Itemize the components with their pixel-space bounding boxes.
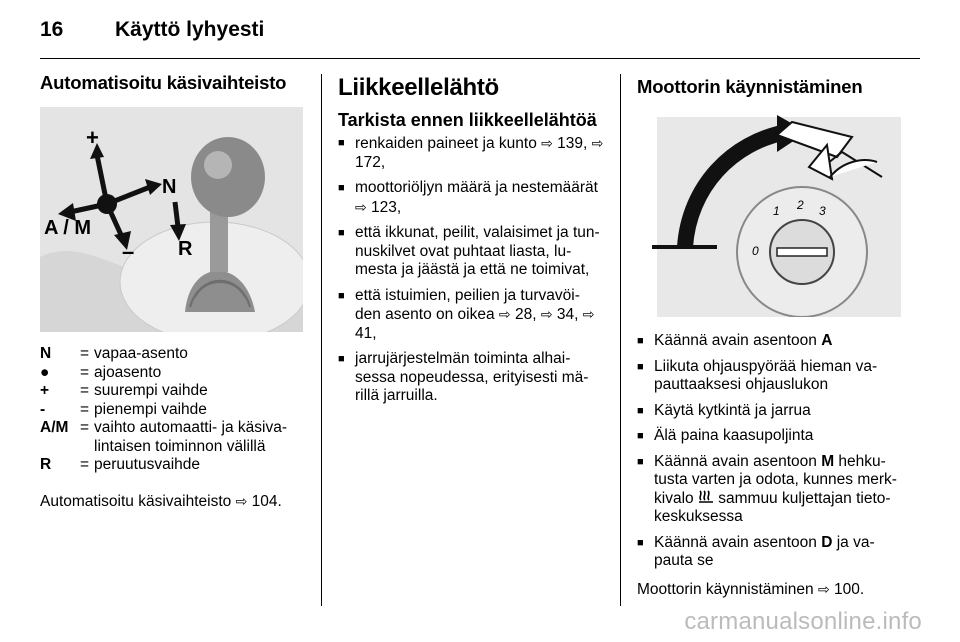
key-position-0-label: 0: [752, 244, 759, 258]
page-reference-link[interactable]: 172,: [355, 153, 386, 171]
legend-row: [40, 345, 305, 364]
item-text: että ikkunat, peilit, valaisimet ja tun-nuskilvet ovat puhtaat liasta, lu-mesta ja jäästä ja että ne toimivat,: [355, 224, 600, 278]
start-engine-steps: [637, 332, 907, 571]
reference-text: Moottorin käynnistäminen: [637, 580, 814, 598]
step-text: hehku-tusta varten ja odota, kunnes merk-kivalo: [654, 452, 897, 507]
legend-text: peruutusvaihde: [94, 456, 200, 473]
watermark: carmanualsonline.info: [684, 608, 922, 635]
start-engine-steps-block: [637, 332, 907, 599]
gear-shift-drawing: [40, 107, 303, 332]
plus-label: +: [86, 125, 99, 150]
ignition-key-illustration: [637, 107, 901, 317]
page-reference-icon: ⇨: [817, 580, 830, 597]
list-item: [637, 402, 907, 421]
step-text: Käännä avain asentoon: [654, 332, 822, 349]
key-position: M: [821, 452, 835, 470]
list-item: [338, 287, 604, 344]
legend-equals: =: [80, 345, 90, 362]
step-text: sammuu kuljettajan tieto-keskuksessa: [654, 489, 891, 525]
page-reference-icon: ⇨: [498, 306, 511, 322]
list-item: [637, 534, 907, 571]
column-divider-1: [321, 74, 322, 606]
list-item: [637, 332, 907, 351]
item-text: jarrujärjestelmän toiminta alhai-sessa nopeudessa, erityisesti mä-rillä jarruilla.: [355, 350, 589, 404]
reverse-label: R: [178, 238, 193, 260]
step-text: Liikuta ohjauspyörää hieman va-pauttaaksesi ohjauslukon: [654, 357, 878, 393]
step-text: Käännä avain asentoon: [654, 533, 822, 551]
reference-page-link[interactable]: 100.: [833, 580, 865, 598]
reference-page-link[interactable]: 104.: [251, 492, 282, 510]
middle-column: [338, 74, 604, 413]
list-item: [338, 224, 604, 280]
legend-text: pienempi vaihde: [94, 400, 207, 418]
page-reference-icon: ⇨: [541, 135, 553, 151]
key-position-3-label: 3: [819, 204, 826, 218]
item-text: moottoriöljyn määrä ja nestemäärät: [355, 179, 598, 196]
page-reference-link[interactable]: 123,: [366, 198, 402, 216]
page-reference-icon: ⇨: [591, 135, 604, 151]
left-column: [40, 74, 305, 93]
legend-row: [40, 456, 305, 475]
check-before-driving-heading: Tarkista ennen liikkeellelähtöä: [338, 110, 597, 130]
legend-symbol: N: [40, 345, 52, 362]
list-item: [637, 427, 907, 446]
gear-legend: [40, 345, 305, 511]
glow-plug-icon: [698, 490, 714, 504]
legend-equals: =: [80, 363, 90, 381]
page-reference-icon: ⇨: [235, 492, 248, 509]
key-position-2-label: 2: [797, 198, 804, 212]
step-text: Käytä kytkintä ja jarrua: [654, 401, 811, 419]
legend-symbol: A/M: [40, 419, 69, 436]
legend-equals: =: [80, 382, 90, 399]
am-label: A / M: [44, 217, 92, 239]
page-reference-link[interactable]: 28,: [510, 306, 541, 323]
neutral-label: N: [162, 176, 177, 198]
key-position-1-label: 1: [773, 204, 780, 218]
key-position: D: [821, 533, 833, 551]
section-title-driving-off: Liikkeellelähtö: [338, 74, 499, 101]
legend-equals: =: [80, 456, 90, 473]
gear-shift-illustration: [40, 107, 303, 332]
legend-row: [40, 401, 305, 420]
legend-text: ajoasento: [94, 363, 162, 381]
list-item: [338, 134, 604, 172]
legend-text: vapaa-asento: [94, 345, 188, 362]
list-item: [637, 358, 907, 395]
pre-drive-checklist: [338, 134, 604, 406]
section-title-starting-engine: Moottorin käynnistäminen: [637, 76, 863, 97]
step-text: Älä paina kaasupoljinta: [654, 427, 814, 444]
item-text: renkaiden paineet ja kunto: [355, 135, 542, 152]
page-header: [40, 18, 264, 42]
page-number: 16: [40, 18, 64, 41]
reference-text: Automatisoitu käsivaihteisto: [40, 492, 232, 510]
step-text: ja va-pauta se: [654, 533, 875, 569]
step-text: Käännä avain asentoon: [654, 452, 822, 470]
legend-text: vaihto automaatti- ja käsiva-lintaisen toiminnon välillä: [94, 419, 287, 455]
legend-symbol: R: [40, 456, 52, 473]
legend-symbol: -: [40, 400, 46, 418]
section-title-automated-gearbox: Automatisoitu käsivaihteisto: [40, 72, 287, 93]
header-rule: [40, 58, 920, 59]
start-engine-reference: [637, 580, 907, 600]
right-column: [637, 74, 905, 97]
legend-equals: =: [80, 419, 90, 436]
page-reference-link[interactable]: 41,: [355, 324, 377, 342]
page-title: Käyttö lyhyesti: [115, 18, 265, 41]
legend-symbol: +: [40, 382, 50, 399]
item-text: että istuimien, peilien ja turvavöi-den asento on oikea: [355, 286, 580, 323]
key-position: A: [821, 332, 833, 349]
column-divider-2: [620, 74, 621, 606]
legend-row: [40, 419, 305, 456]
page-reference-icon: ⇨: [582, 306, 595, 322]
page-reference-icon: ⇨: [540, 306, 553, 322]
list-item: [338, 350, 604, 406]
page-reference-icon: ⇨: [355, 198, 367, 215]
legend-equals: =: [80, 400, 90, 418]
list-item: [338, 179, 604, 217]
minus-label: –: [122, 239, 135, 264]
legend-symbol: ●: [40, 363, 50, 381]
legend-text: suurempi vaihde: [94, 382, 208, 399]
legend-row: [40, 364, 305, 383]
legend-row: [40, 382, 305, 401]
list-item: [637, 453, 907, 527]
ignition-drawing: [637, 107, 901, 317]
page-reference-link[interactable]: 139,: [552, 135, 592, 152]
gearbox-reference: [40, 492, 305, 512]
page-reference-link[interactable]: 34,: [552, 306, 583, 323]
